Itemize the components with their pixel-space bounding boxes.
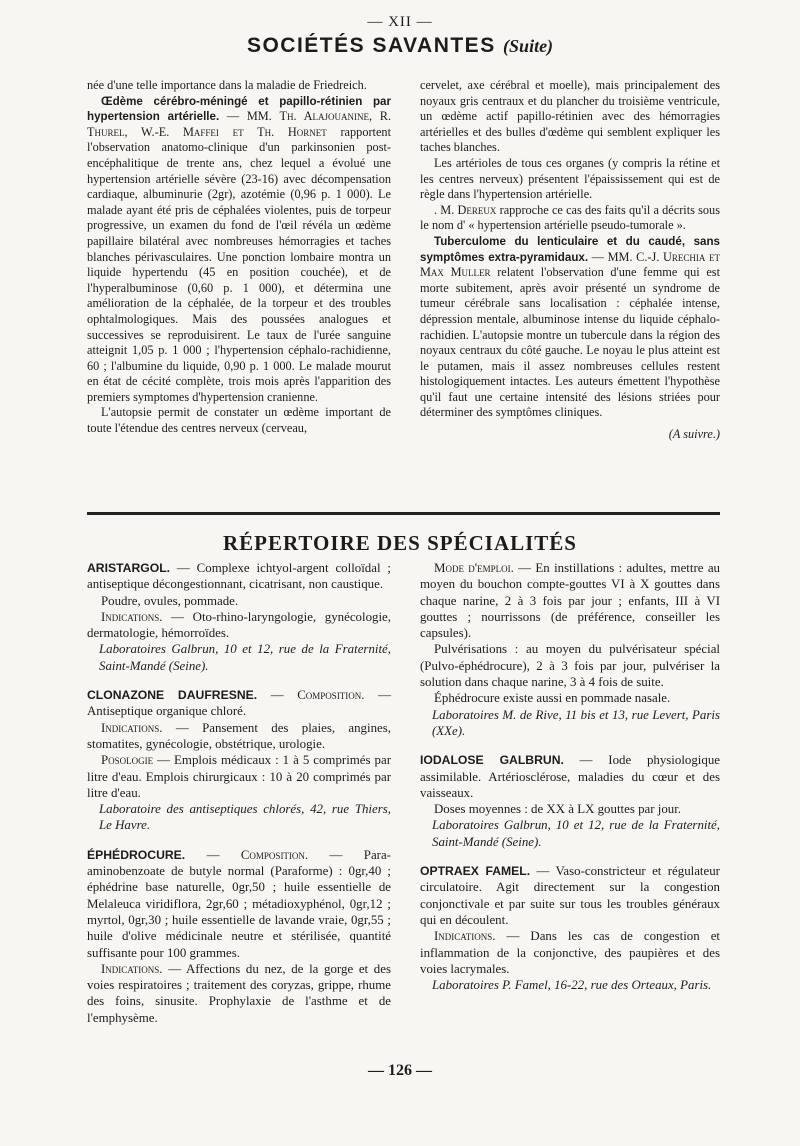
report-oedeme: Œdème cérébro-méningé et papillo-rétinien par hypertension artérielle. — MM. Th. Alajouanine, R. Thurel, W.-E. Maffei et Th. Hornet rapportent l'observation anatomo-clinique d'un parkinsonien post-encéphalitique de trente ans, chez lequel a évolué une hypertension artérielle sévère (23-16) avec décompensation cardiaque, albuminurie (2gr), azotémie (0,96 p. 1 000). Le malade ayant été pris de céphalées violentes, puis de torpeur progressive, un examen du fond de l'œil révéla un œdème papillaire bilatéral avec nombreuses hémorragies et taches blanches périvasculaires. Une ponction lombaire montra un liquide hypertendu (45 en position couchée), et de l'hyperalbuminose (0,60 p. 1 000), et détermina une amélioration de la céphalée, de la torpeur et des troubles ophtalmologiques. Mais des poussées analogues et successives se reproduisirent. Le taux de l'urée sanguine atteignit 1,05 p. 1 000 ; l'hypertension céphalo-rachidienne, 60 ; l'albumine du liquide, 0,90 p. 1 000. Le malade mourut en état de cécité complète, trois mois après l'apparition des premiers symptomes d'hypertension cranienne.: [87, 94, 392, 404]
repertoire-column-left: ARISTARGOL. — Complexe ichtyol-argent colloïdal ; antiseptique décongestionnant, cicatrisant, non caustique. Poudre, ovules, pommade. Indications. — Oto-rhino-laryngologie, gynécologie, dermatologie, hémorroïdes. Laboratoires Galbrun, 10 et 12, rue de la Fraternité, Saint-Mandé (Seine). CLONAZONE DAUFRESNE. — Composition. — Antiseptique organique chloré. Indications. — Pansement des plaies, angines, stomatites, gynécologie, obstétrique, urologie. Posologie — Emplois médicaux : 1 à 5 comprimés par litre d'eau. Emplois chirurgicaux : 10 à 20 comprimés par litre d'eau. Laboratoire des antiseptiques chlorés, 42, rue Thiers, Le Havre. ÉPHÉDROCURE. — Composition. — Para-aminobenzoate de butyle normal (Paraforme) : 0gr,40 ; éphédrine base naturelle, 0gr,50 ; huile essentielle de Melaleuca viridiflora, 2gr,60 ; métadioxyphénol, 0gr,12 ; myrtol, 0gr,30 ; huile essentielle de lavande vraie, 0gr,55 ; huile d'olive médicinale neutre et stérilisée, quantité suffisante pour 100 grammes. Indications. — Affections du nez, de la gorge et des voies respiratoires ; traitement des coryzas, grippe, rhume des foins, sinusite. Prophylaxie de l'asthme et de l'emphysème.: [87, 561, 391, 1025]
page-title: SOCIÉTÉS SAVANTES (Suite): [246, 34, 554, 57]
title-suffix: (Suite): [503, 36, 554, 56]
paragraph-dereux: . M. Dereux rapproche ce cas des faits qu'il a décrits sous le nom d' « hypertension artérielle pseudo-tumorale ».: [420, 202, 720, 233]
a-suivre-note: (A suivre.): [668, 427, 720, 442]
entry-optraex: OPTRAEX FAMEL. — Vaso-constricteur et régulateur circulatoire. Agit directement sur la congestion conjonctivale et par suite sur tous les troubles généraux qui en découlent.: [420, 864, 720, 927]
laboratory-address: Laboratoires P. Famel, 16-22, rue des Orteaux, Paris.: [432, 978, 712, 993]
repertoire-title: RÉPERTOIRE DES SPÉCIALITÉS: [223, 531, 577, 555]
report-authors: Th. Alajouanine, R. Thurel, W.-E. Maffei et Th. Hornet: [87, 109, 392, 139]
paragraph-autopsie: L'autopsie permit de constater un œdème important de toute l'étendue des centres nerveux (cerveau,: [87, 405, 391, 436]
entry-ephedrocure: ÉPHÉDROCURE. — Composition. — Para-aminobenzoate de butyle normal (Paraforme) : 0gr,40 ; éphédrine base naturelle, 0gr,50 ; huile essentielle de Melaleuca viridiflora, 2gr,60 ; métadioxyphénol, 0gr,12 ; myrtol, 0gr,30 ; huile essentielle de lavande vraie, 0gr,55 ; huile d'olive médicinale neutre et stérilisée, quantité suffisante pour 100 grammes.: [87, 847, 391, 960]
societes-column-left: [87, 78, 391, 437]
report-tuberculome: Tuberculome du lenticulaire et du caudé, sans symptômes extra-pyramidaux. — MM. C.-J. Urechia et Max Muller relatent l'observation d'une femme qui est morte subitement, après avoir présenté un syndrome de tumeur cérébrale sans localisation : céphalée intense, dépression mentale, albuminose intense du liquide céphalo-rachidien. L'autopsie montre un tubercule dans la région des noyaux centraux du côté gauche. Le noyau le plus atteint est le putamen, mais il assez nombreuses cellules restent histologiquement intactes. Les auteurs émettent l'hypothèse qu'il faut une certaine intensité des lésions striées pour déterminer des symptômes cliniques.: [420, 234, 721, 420]
laboratory-address: Laboratoires M. de Rive, 11 bis et 13, rue Levert, Paris (XXe).: [432, 707, 720, 738]
repertoire-column-right: Mode d'emploi. — En instillations : adultes, mettre au moyen du bouchon compte-gouttes VI à X gouttes dans chaque narine, 2 à 3 fois par jour ; enfants, III à VI gouttes ; nourrissons (de préférence, conseiller les capsules). Pulvérisations : au moyen du pulvérisateur spécial (Pulvo-éphédrocure), 2 à 3 fois par jour, pulvériser la solution dans chaque narine, 3 à 4 fois de suite. Éphédrocure existe aussi en pommade nasale. Laboratoires M. de Rive, 11 bis et 13, rue Levert, Paris (XXe). IODALOSE GALBRUN. — Iode physiologique assimilable. Artériosclérose, maladies du cœur et des vaisseaux. Doses moyennes : de XX à LX gouttes par jour. Laboratoires Galbrun, 10 et 12, rue de la Fraternité, Saint-Mandé (Seine). OPTRAEX FAMEL. — Vaso-constricteur et régulateur circulatoire. Agit directement sur la congestion conjonctivale et par suite sur tous les troubles généraux qui en découlent. Indications. — Dans les cas de congestion et inflammation de la conjonctive, des paupières et des voies lacrymales. Laboratoires P. Famel, 16-22, rue des Orteaux, Paris.: [420, 561, 720, 993]
product-name: CLONAZONE DAUFRESNE.: [87, 688, 258, 703]
report-title: Œdème cérébro-méningé et papillo-rétinien par hypertension artérielle.: [87, 94, 391, 124]
entry-clonazone: CLONAZONE DAUFRESNE. — Composition. — Antiseptique organique chloré.: [87, 688, 391, 719]
section-divider: [87, 512, 720, 515]
product-name: ÉPHÉDROCURE.: [87, 847, 186, 862]
product-name: IODALOSE GALBRUN.: [420, 753, 564, 768]
ephedrocure-mode: Mode d'emploi. — En instillations : adultes, mettre au moyen du bouchon compte-gouttes VI à X gouttes dans chaque narine, 2 à 3 fois par jour ; enfants, III à VI gouttes ; nourrissons (de préférence, conseiller les capsules).: [420, 561, 720, 641]
page-number: — 126 —: [368, 1062, 432, 1079]
laboratory-address: Laboratoire des antiseptiques chlorés, 42, rue Thiers, Le Havre.: [99, 802, 391, 833]
roman-page-marker: — XII —: [367, 14, 433, 30]
paragraph-cervelet: cervelet, axe cérébral et moelle), mais principalement des noyaux gris centraux et du plancher du troisième ventricule, un œdème actif papillo-rétinien avec des hémorragies artérielles et des bulles d'œdème qui semblent expliquer les taches blanches.: [420, 78, 720, 155]
product-name: ARISTARGOL.: [87, 561, 171, 575]
paragraph-continuation: née d'une telle importance dans la maladie de Friedreich.: [87, 78, 367, 92]
laboratory-address: Laboratoires Galbrun, 10 et 12, rue de la Fraternité, Saint-Mandé (Seine).: [432, 818, 720, 849]
product-name: OPTRAEX FAMEL.: [420, 864, 531, 879]
entry-aristargol: ARISTARGOL. — Complexe ichtyol-argent colloïdal ; antiseptique décongestionnant, cicatrisant, non caustique.: [87, 561, 391, 592]
entry-iodalose: IODALOSE GALBRUN. — Iode physiologique assimilable. Artériosclérose, maladies du cœur et des vaisseaux.: [420, 753, 720, 800]
page-header: [0, 14, 800, 58]
laboratory-address: Laboratoires Galbrun, 10 et 12, rue de la Fraternité, Saint-Mandé (Seine).: [99, 642, 391, 673]
paragraph-arterioles: Les artérioles de tous ces organes (y compris la rétine et les centres nerveux) présentent l'épaississement qui est de règle dans l'hypertension artérielle.: [420, 155, 720, 202]
report-title: Tuberculome du lenticulaire et du caudé, sans symptômes extra-pyramidaux.: [420, 234, 720, 264]
societes-column-right: [420, 78, 720, 443]
report-authors: C.-J. Urechia et Max Muller: [420, 249, 720, 280]
